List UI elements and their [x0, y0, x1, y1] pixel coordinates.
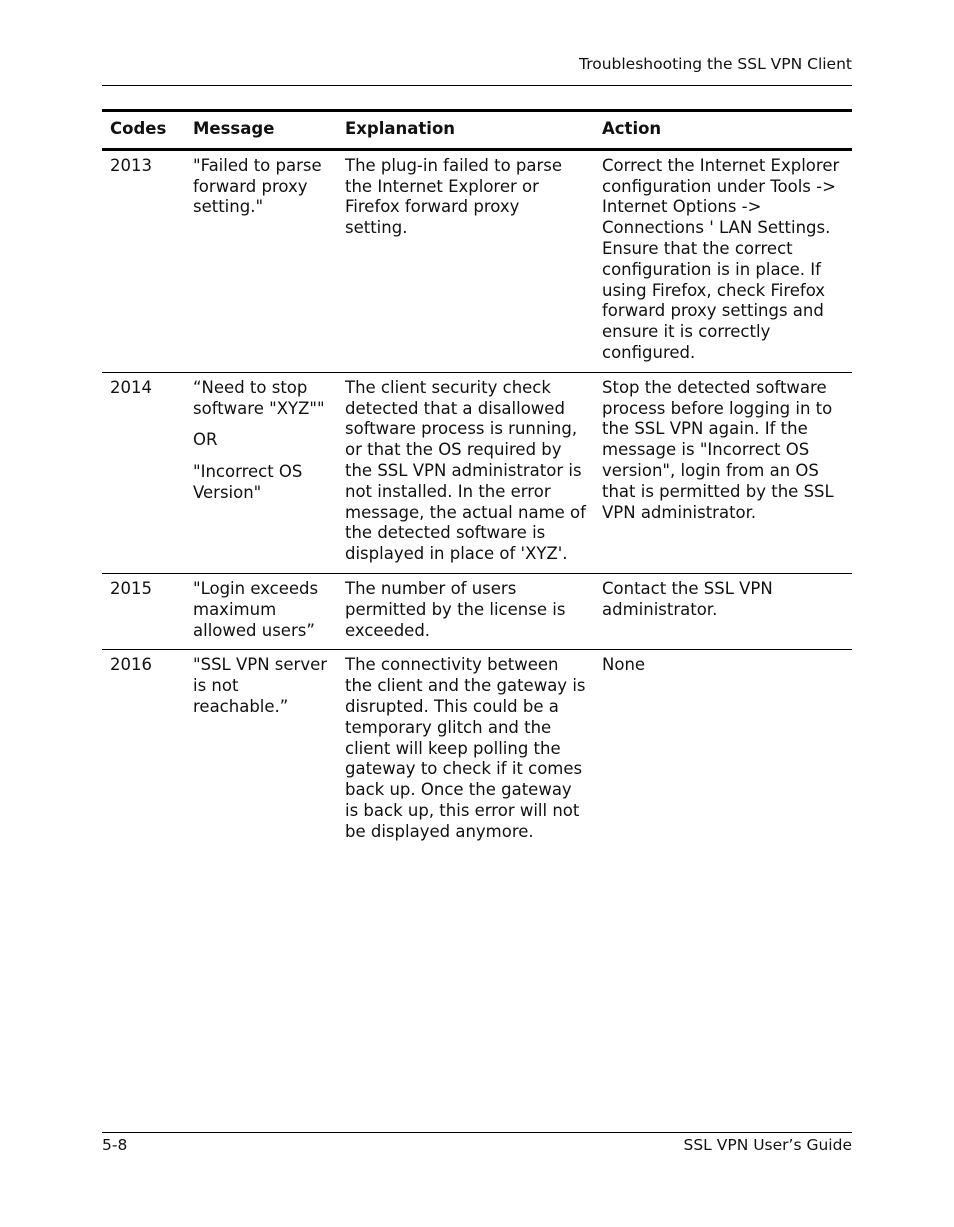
explanation-cell: The client security check detected that a disallowed software process is running, or that the OS required by the SSL VPN administrator is not installed. In the error message, the actual name of the detected software is displayed in place of 'XYZ'.: [345, 377, 586, 564]
code-cell: 2015: [110, 578, 152, 598]
running-header: Troubleshooting the SSL VPN Client: [579, 55, 852, 73]
message-cell: [185, 149, 337, 372]
message-separator: OR: [193, 430, 218, 450]
table-header-row: [102, 111, 852, 150]
action-cell: Correct the Internet Explorer configuration under Tools -> Internet Options -> Connections ' LAN Settings. Ensure that the correct configuration is in place. If using Firefox, check Firefox forward proxy settings and ensure it is correctly configured.: [602, 155, 840, 362]
code-cell: 2013: [110, 155, 152, 175]
code-cell: 2016: [110, 655, 152, 675]
explanation-cell: The connectivity between the client and the gateway is disrupted. This could be a temporary glitch and the client will keep polling the gateway to check if it comes back up. Once the gateway is back up, this error will not be displayed anymore.: [345, 655, 586, 841]
column-header-explanation: Explanation: [345, 119, 456, 138]
page-number: 5-8: [102, 1136, 128, 1154]
table-row: [102, 149, 852, 372]
table-row: [102, 650, 852, 851]
message-cell: [185, 573, 337, 649]
message-text: "Login exceeds maximum allowed users”: [193, 578, 319, 640]
action-cell: None: [602, 655, 646, 675]
message-cell: [185, 650, 337, 851]
column-header-action: Action: [602, 119, 662, 138]
code-cell: 2014: [110, 377, 152, 397]
action-cell: Contact the SSL VPN administrator.: [602, 578, 773, 619]
explanation-cell: The plug-in failed to parse the Internet Explorer or Firefox forward proxy setting.: [345, 155, 563, 238]
column-header-message: Message: [193, 119, 275, 138]
header-rule: [102, 85, 852, 86]
column-header-codes: Codes: [110, 119, 167, 138]
table-row: [102, 573, 852, 649]
action-cell: Stop the detected software process before logging in to the SSL VPN again. If the message is "Incorrect OS version", login from an OS that is permitted by the SSL VPN administrator.: [602, 377, 834, 522]
guide-title: SSL VPN User’s Guide: [683, 1136, 852, 1154]
message-text: "SSL VPN server is not reachable.”: [193, 655, 328, 716]
footer-rule: [102, 1132, 852, 1133]
error-codes-table-container: [102, 109, 852, 851]
explanation-cell: The number of users permitted by the license is exceeded.: [345, 578, 566, 640]
table-row: [102, 372, 852, 573]
message-text: "Failed to parse forward proxy setting.": [193, 155, 322, 217]
message-text: “Need to stop software "XYZ"": [193, 377, 325, 418]
message-text: "Incorrect OS Version": [193, 462, 303, 502]
error-codes-table: [102, 109, 852, 851]
message-cell: [185, 372, 337, 573]
